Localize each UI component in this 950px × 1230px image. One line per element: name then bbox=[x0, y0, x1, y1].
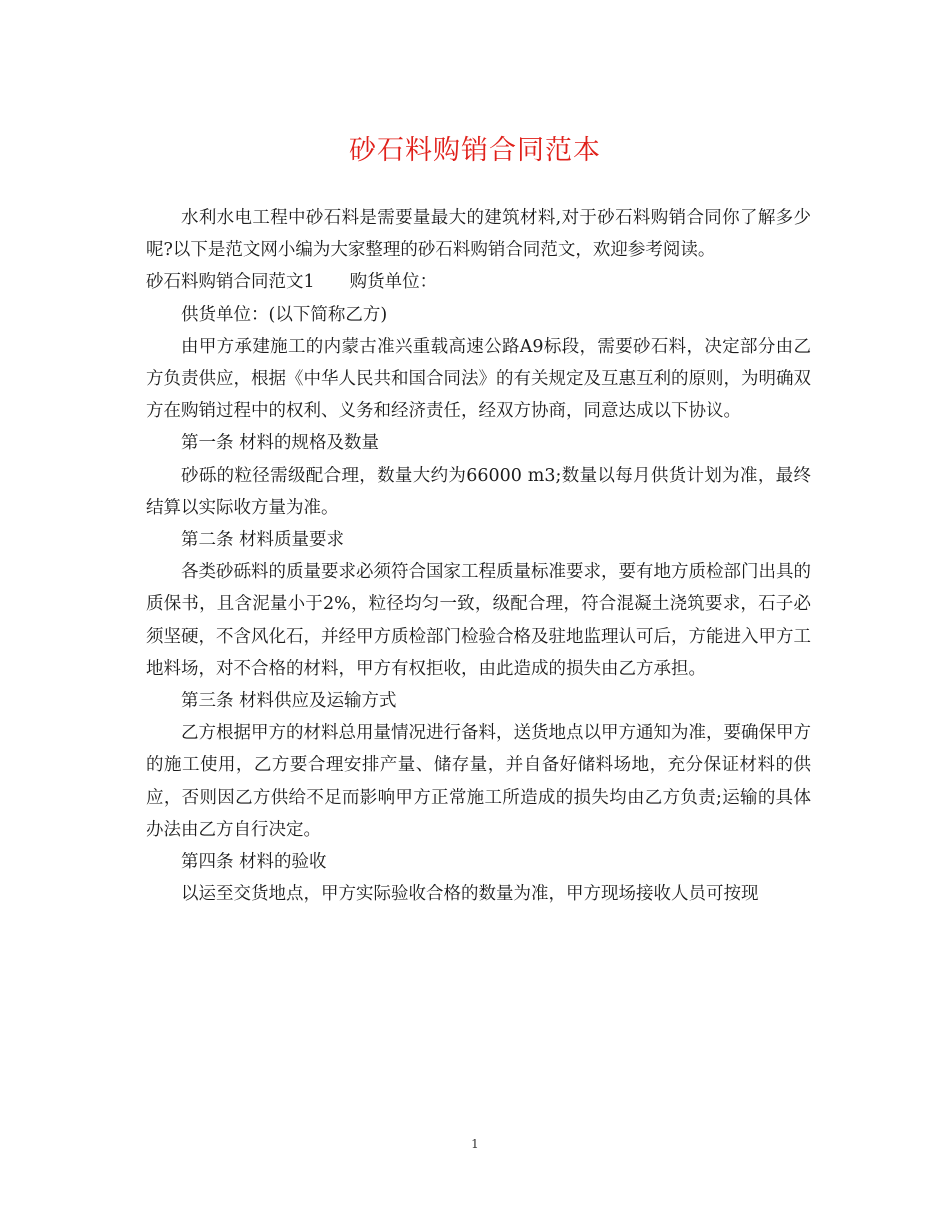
paragraph-supplier: 供货单位：(以下简称乙方) bbox=[181, 304, 388, 325]
article-4-heading: 第四条 材料的验收 bbox=[181, 852, 327, 873]
paragraph-sample-heading: 砂石料购销合同范文1 购货单位： bbox=[146, 272, 438, 293]
article-1-heading: 第一条 材料的规格及数量 bbox=[181, 433, 380, 454]
page-number: 1 bbox=[471, 1137, 479, 1151]
article-3-body: 乙方根据甲方的材料总用量情况进行备料，送货地点以甲方通知为准，要确保甲方的施工使用，乙方要合理安排产量、储存量，并自备好储料场地，充分保证材料的供应，否则因乙方供给不足而影响甲方正常施工所造成的损失均由乙方负责;运输的具体办法由乙方自行决定。 bbox=[146, 723, 811, 840]
document-title: 砂石料购销合同范本 bbox=[349, 135, 601, 166]
article-1-body: 砂砾的粒径需级配合理，数量大约为66000 m3;数量以每月供货计划为准，最终结算以实际收方量为准。 bbox=[146, 465, 811, 518]
article-2-body: 各类砂砾料的质量要求必须符合国家工程质量标准要求，要有地方质检部门出具的质保书，且含泥量小于2%，粒径均匀一致，级配合理，符合混凝土浇筑要求，石子必须坚硬，不含风化石，并经甲方质检部门检验合格及驻地监理认可后，方能进入甲方工地料场，对不合格的材料，甲方有权拒收，由此造成的损失由乙方承担。 bbox=[146, 562, 811, 679]
article-3-heading: 第三条 材料供应及运输方式 bbox=[181, 691, 397, 712]
paragraph-intro: 水利水电工程中砂石料是需要量最大的建筑材料,对于砂石料购销合同你了解多少呢?以下是范文网小编为大家整理的砂石料购销合同范文，欢迎参考阅读。 bbox=[146, 208, 811, 261]
document-body bbox=[146, 202, 811, 910]
article-4-body: 以运至交货地点，甲方实际验收合格的数量为准，甲方现场接收人员可按现 bbox=[181, 884, 759, 905]
paragraph-preamble: 由甲方承建施工的内蒙古准兴重载高速公路A9标段，需要砂石料，决定部分由乙方负责供应，根据《中华人民共和国合同法》的有关规定及互惠互利的原则，为明确双方在购销过程中的权利、义务和经济责任，经双方协商，同意达成以下协议。 bbox=[146, 336, 811, 422]
article-2-heading: 第二条 材料质量要求 bbox=[181, 530, 345, 551]
